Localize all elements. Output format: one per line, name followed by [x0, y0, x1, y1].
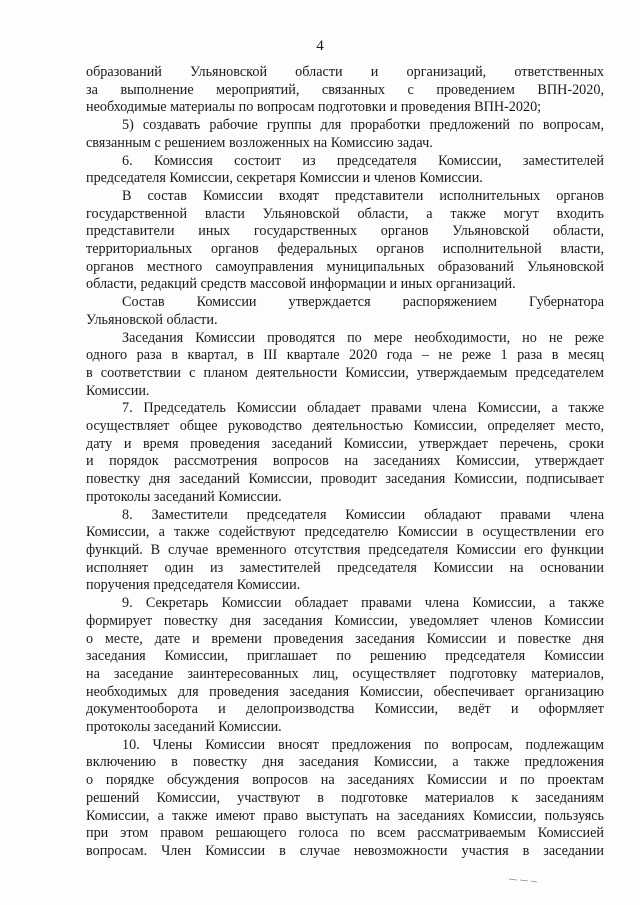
text-line: 10. Члены Комиссии вносят предложения по вопросам, подлежащим — [122, 736, 604, 753]
text-line: о порядке обсуждения вопросов на заседаниях Комиссии и по проектам — [86, 772, 604, 789]
text-line: 7. Председатель Комиссии обладает правами члена Комиссии, а также — [122, 400, 604, 417]
text-line: заседания Комиссии, приглашает по решению председателя Комиссии — [86, 648, 604, 665]
text-line: представители иных государственных органов Ульяновской области, — [86, 223, 604, 240]
text-line: дату и время проведения заседаний Комиссии, утверждает перечень, сроки — [86, 435, 604, 452]
text-line: вопросам. Член Комиссии в случае невозможности участия в заседании — [86, 842, 604, 859]
text-line: необходимые материалы по вопросам подготовки и проведения ВПН-2020; — [86, 99, 542, 116]
text-line: на заседание заинтересованных лиц, осуществляет подготовку материалов, — [86, 665, 604, 682]
text-line: В состав Комиссии входят представители исполнительных органов — [122, 187, 604, 204]
paragraph — [86, 507, 604, 596]
text-line: в соответствии с планом деятельности Комиссии, утверждаемым председателем — [86, 364, 604, 381]
paragraph — [86, 117, 604, 152]
paragraph — [86, 737, 604, 861]
text-line: Состав Комиссии утверждается распоряжением Губернатора — [122, 294, 604, 311]
page-number: 4 — [316, 38, 324, 54]
text-line: за выполнение мероприятий, связанных с проведением ВПН-2020, — [86, 81, 604, 98]
text-line: образований Ульяновской области и организаций, ответственных — [86, 64, 604, 80]
text-line: исполняет один из заместителей председателя Комиссии на основании — [86, 559, 604, 576]
text-line: связанным с решением возложенных на Комиссию задач. — [86, 134, 433, 151]
text-line: при этом правом решающего голоса по всем рассматриваемым Комиссией — [86, 825, 604, 842]
paragraph — [86, 330, 604, 401]
text-line: необходимых для проведения заседания Комиссии, обеспечивает организацию — [86, 683, 604, 700]
text-line: Ульяновской области. — [86, 311, 218, 328]
text-line: протоколы заседаний Комиссии. — [86, 488, 282, 505]
text-line: поручения председателя Комиссии. — [86, 577, 301, 594]
paragraph — [86, 595, 604, 737]
text-line: Заседания Комиссии проводятся по мере необходимости, но не реже — [122, 329, 604, 346]
text-line: территориальных органов федеральных органов исполнительной власти, — [86, 241, 604, 258]
paragraph — [86, 400, 604, 506]
text-line: решений Комиссии, участвуют в подготовке материалов к заседаниям — [86, 789, 604, 806]
paragraph — [86, 188, 604, 294]
paragraph — [86, 153, 604, 188]
text-line: о месте, дате и времени проведения заседания Комиссии и повестке дня — [86, 630, 604, 647]
scan-artifact-mark — [508, 877, 538, 883]
text-line: органов местного самоуправления муниципальных образований Ульяновской — [86, 258, 604, 275]
paragraph — [86, 64, 604, 117]
text-line: области, редакций средств массовой информации и иных организаций. — [86, 276, 516, 293]
text-line: протоколы заседаний Комиссии. — [86, 719, 282, 736]
text-line: Комиссии. — [86, 382, 150, 399]
text-line: и порядок рассмотрения вопросов на заседаниях Комиссии, утверждает — [86, 453, 604, 470]
text-line: государственной власти Ульяновской области, а также могут входить — [86, 205, 604, 222]
text-line: 9. Секретарь Комиссии обладает правами члена Комиссии, а также — [122, 595, 604, 612]
text-line: 6. Комиссия состоит из председателя Комиссии, заместителей — [122, 152, 604, 169]
text-line: формирует повестку дня заседания Комиссии, уведомляет членов Комиссии — [86, 612, 604, 629]
text-line: осуществляет общее руководство деятельностью Комиссии, определяет место, — [86, 418, 604, 435]
document-body — [86, 64, 604, 861]
text-line: Комиссии, а также имеют право выступать на заседаниях Комиссии, пользуясь — [86, 807, 604, 824]
text-line: 5) создавать рабочие группы для проработки предложений по вопросам, — [122, 117, 604, 134]
text-line: включению в повестку дня заседания Комиссии, а также предложения — [86, 754, 604, 771]
text-line: функций. В случае временного отсутствия председателя Комиссии его функции — [86, 541, 604, 558]
text-line: повестку дня заседаний Комиссии, проводит заседания Комиссии, подписывает — [86, 471, 604, 488]
text-line: 8. Заместители председателя Комиссии обладают правами члена — [122, 506, 604, 523]
paragraph — [86, 294, 604, 329]
text-line: документооборота и делопроизводства Комиссии, ведёт и оформляет — [86, 701, 604, 718]
text-line: Комиссии, а также содействуют председателю Комиссии в осуществлении его — [86, 524, 604, 541]
text-line: одного раза в квартал, в III квартале 2020 года – не реже 1 раза в месяц — [86, 347, 604, 364]
text-line: председателя Комиссии, секретаря Комиссии и членов Комиссии. — [86, 170, 483, 187]
